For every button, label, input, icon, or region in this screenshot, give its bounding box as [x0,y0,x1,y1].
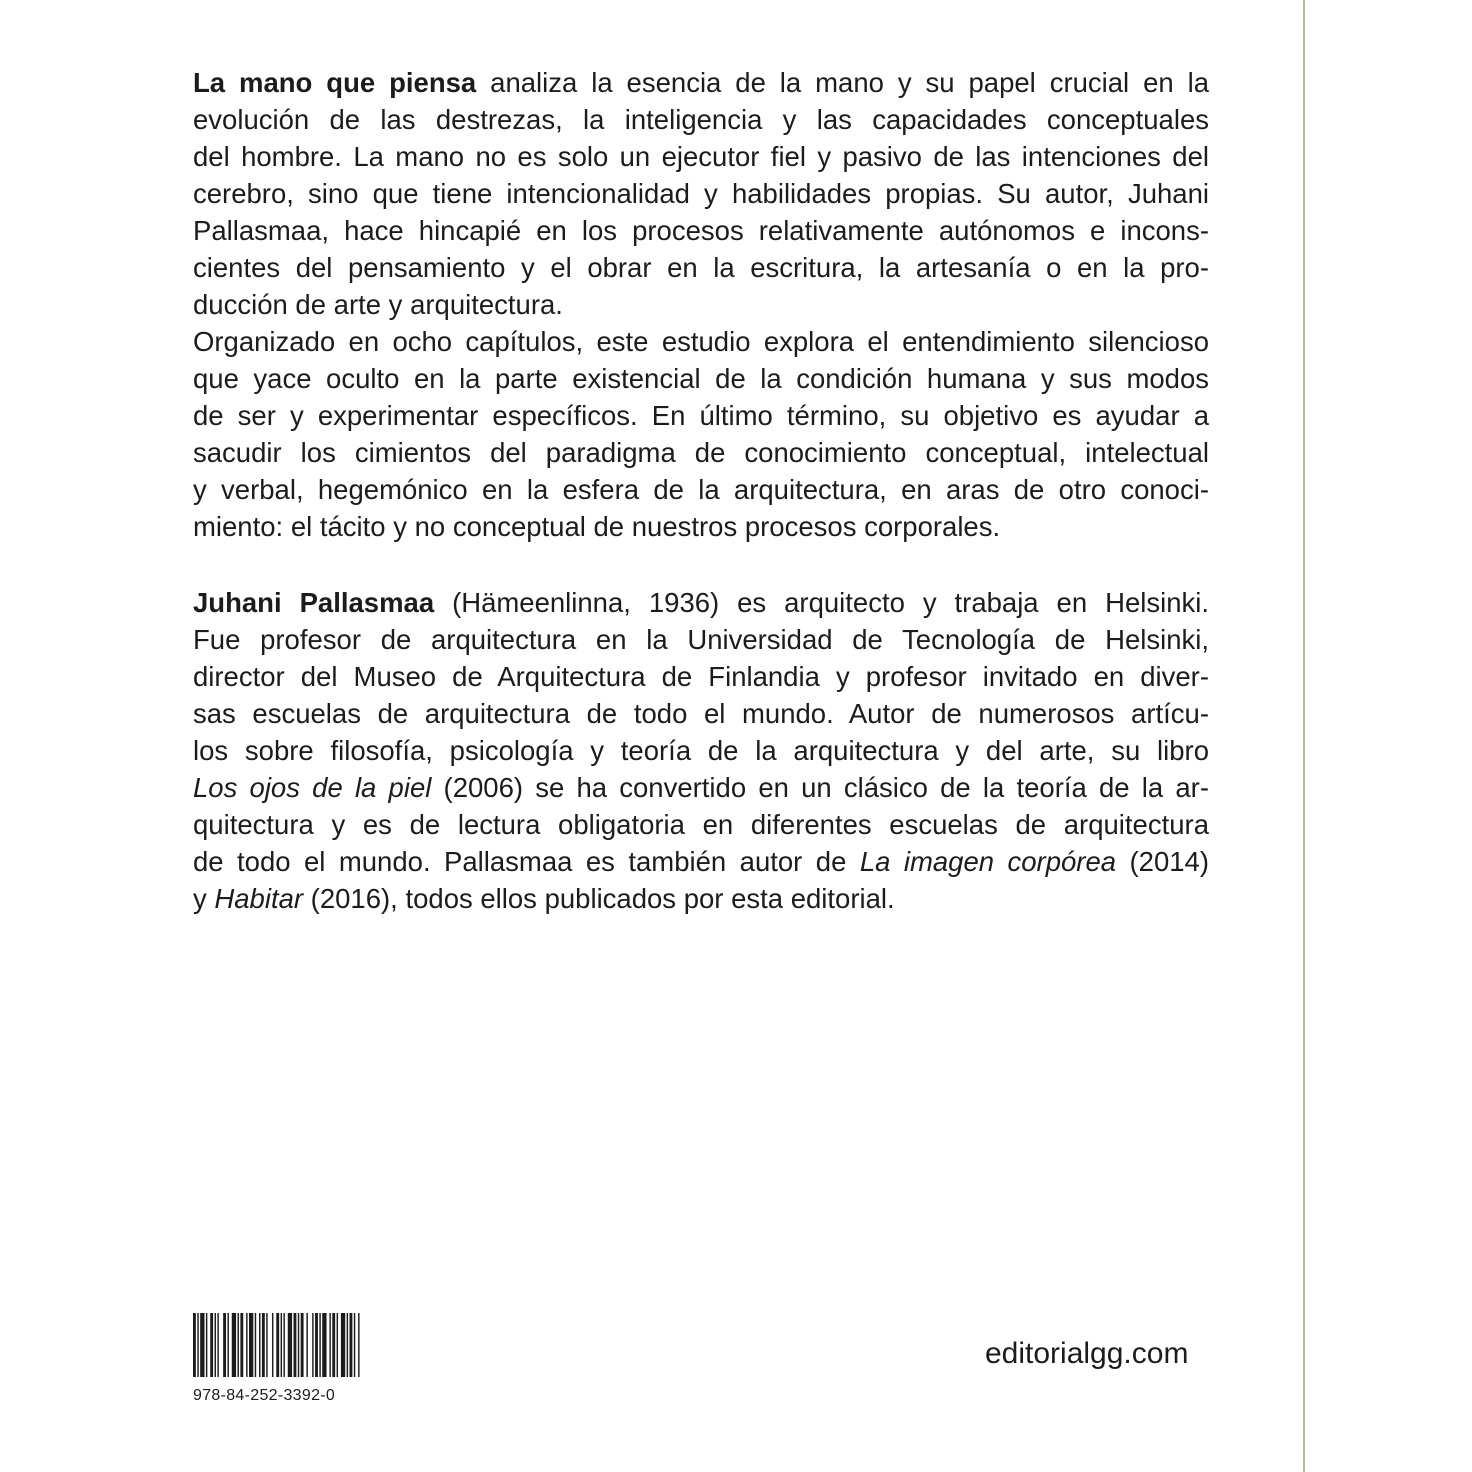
synopsis-line: que yace oculto en la parte existencial de la condición humana y sus modos [193,363,1209,394]
barcode-bar [288,1313,292,1377]
barcode-bar [350,1313,353,1377]
barcode-bar [315,1313,318,1377]
barcode-bar [197,1313,198,1377]
barcode-bar [283,1313,284,1377]
barcode-bar [249,1313,253,1377]
publisher-website: editorialgg.com [985,1337,1189,1370]
barcode-bar [276,1313,279,1377]
synopsis-line: sacudir los cimientos del paradigma de conocimiento conceptual, intelectual [193,437,1209,468]
synopsis-line: y verbal, hegemónico en la esfera de la arquitectura, en aras de otro conoci- [193,474,1209,505]
synopsis-text [193,64,1209,545]
barcode-bar [322,1313,326,1377]
synopsis-line: cientes del pensamiento y el obrar en la escritura, la artesanía o en la pro- [193,252,1209,283]
synopsis-line: cerebro, sino que tiene intencionalidad y habilidades propias. Su autor, Juhani [193,178,1209,209]
barcode-bar [266,1313,267,1377]
barcode-bar [332,1313,335,1377]
book-title-italic: Los ojos de la piel [193,772,432,803]
barcode-bar [223,1313,226,1377]
barcode-bar [272,1313,273,1377]
author-name: Juhani Pallasmaa [193,587,435,618]
barcode-bar [215,1313,216,1377]
barcode-bar [319,1313,320,1377]
synopsis-line: ducción de arte y arquitectura. [193,289,563,320]
author-line: y Habitar (2016), todos ellos publicados por esta editorial. [193,883,895,914]
barcode-bar [246,1313,247,1377]
barcode-bar [193,1313,196,1377]
barcode-bar [312,1313,313,1377]
synopsis-line: Organizado en ocho capítulos, este estudio explora el entendimiento silencioso [193,326,1209,357]
barcode-bar [210,1313,213,1377]
author-line: de todo el mundo. Pallasmaa es también autor de La imagen corpórea (2014) [193,846,1209,877]
author-line: los sobre filosofía, psicología y teoría de la arquitectura y del arte, su libro [193,735,1209,766]
book-title-italic: La imagen corpórea [859,846,1117,877]
spine-fold-line [1303,0,1305,1472]
barcode-bar [232,1313,236,1377]
barcode-bar [298,1313,299,1377]
barcode-bar [240,1313,243,1377]
author-line: Fue profesor de arquitectura en la Universidad de Tecnología de Helsinki, [193,624,1209,655]
author-line: Juhani Pallasmaa (Hämeenlinna, 1936) es arquitecto y trabaja en Helsinki. [193,587,1209,618]
barcode-bar [354,1313,355,1377]
author-bio [193,584,1209,917]
barcode-bar [238,1313,239,1377]
author-line: quitectura y es de lectura obligatoria en diferentes escuelas de arquitectura [193,809,1209,840]
synopsis-line: miento: el tácito y no conceptual de nuestros procesos corporales. [193,511,1001,542]
barcode-bar [337,1313,338,1377]
isbn-barcode [193,1313,361,1377]
barcode-bar [255,1313,256,1377]
synopsis-line: La mano que piensa analiza la esencia de la mano y su papel crucial en la [193,67,1210,98]
barcode-bar [259,1313,260,1377]
barcode-bar [341,1313,345,1377]
barcode-bar [262,1313,265,1377]
barcode-bar [227,1313,228,1377]
synopsis-line: del hombre. La mano no es solo un ejecutor fiel y pasivo de las intenciones del [193,141,1209,172]
author-line: sas escuelas de arquitectura de todo el mundo. Autor de numerosos artícu- [193,698,1209,729]
synopsis-line: de ser y experimentar específicos. En último término, su objetivo es ayudar a [193,400,1209,431]
barcode-bar [200,1313,204,1377]
author-line: director del Museo de Arquitectura de Finlandia y profesor invitado en diver- [193,661,1209,692]
barcode-bar [306,1313,307,1377]
barcode-bar [329,1313,330,1377]
book-title-italic: Habitar [214,883,304,914]
barcode-bar [294,1313,297,1377]
barcode-bar [301,1313,304,1377]
isbn-number: 978-84-252-3392-0 [193,1387,336,1404]
book-title: La mano que piensa [193,67,477,98]
barcode-bar [217,1313,218,1377]
author-line: Los ojos de la piel (2006) se ha convertido en un clásico de la teoría de la ar- [193,772,1209,803]
synopsis-line: Pallasmaa, hace hincapié en los procesos relativamente autónomos e incons- [193,215,1209,246]
barcode-bar [281,1313,282,1377]
barcode-bar [206,1313,207,1377]
barcode-bar [358,1313,359,1377]
barcode-bar [347,1313,348,1377]
synopsis-line: evolución de las destrezas, la inteligencia y las capacidades conceptuales [193,104,1209,135]
